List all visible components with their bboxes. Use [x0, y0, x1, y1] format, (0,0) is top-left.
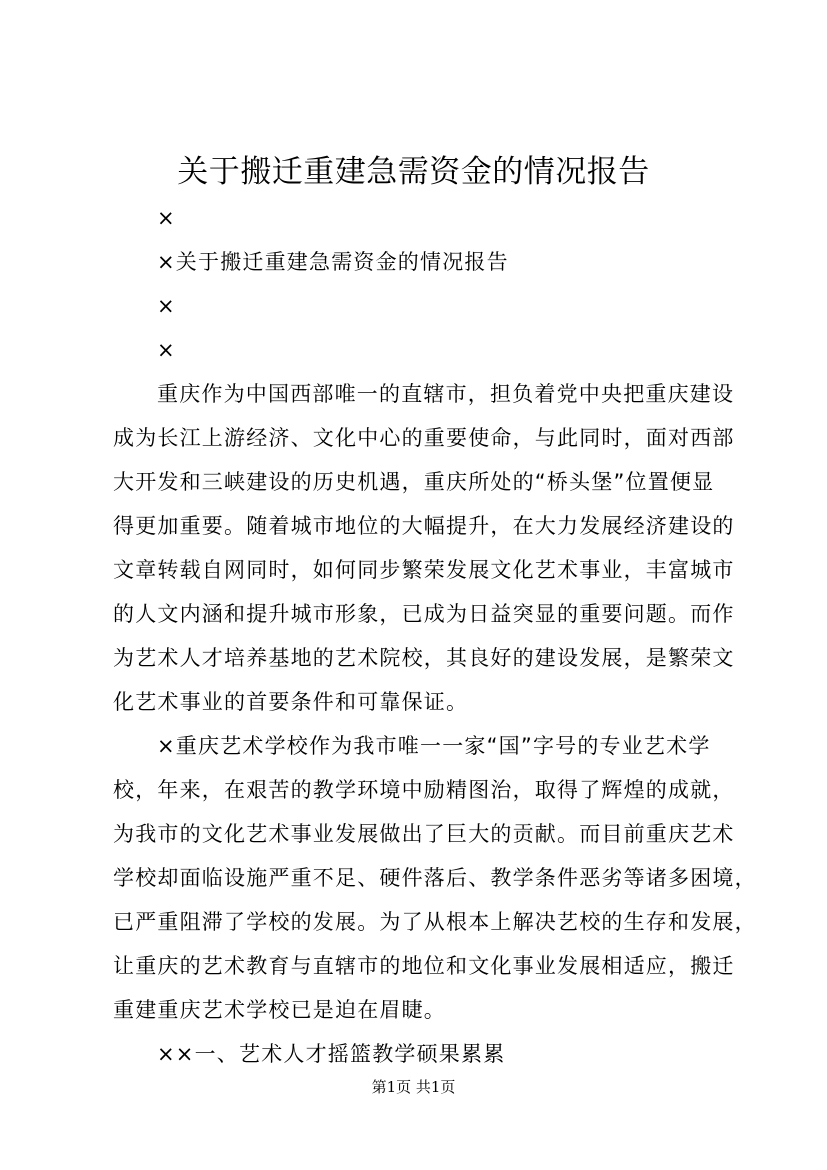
text-line: 得更加重要。随着城市地位的大幅提升，在大力发展经济建设的 — [113, 514, 735, 538]
text-line: 文章转载自网同时，如何同步繁荣发展文化艺术事业，丰富城市 — [113, 558, 735, 582]
header-line: ×关于搬迁重建急需资金的情况报告 — [157, 250, 509, 274]
document-body — [113, 196, 757, 1076]
text-line: 为艺术人才培养基地的艺术院校，其良好的建设发展，是繁荣文 — [113, 646, 735, 670]
section-heading: ××一、艺术人才摇篮教学硕果累累 — [157, 1042, 506, 1066]
text-line: 让重庆的艺术教育与直辖市的地位和文化事业发展相适应，搬迁 — [113, 954, 735, 978]
text-line: 校，年来，在艰苦的教学环境中励精图治，取得了辉煌的成就， — [113, 778, 735, 802]
text-line: 为我市的文化艺术事业发展做出了巨大的贡献。而目前重庆艺术 — [113, 822, 735, 846]
text-line: 的人文内涵和提升城市形象，已成为日益突显的重要问题。而作 — [113, 602, 735, 626]
text-line: 重庆作为中国西部唯一的直辖市，担负着党中央把重庆建设 — [157, 382, 735, 406]
text-line: 重建重庆艺术学校已是迫在眉睫。 — [113, 998, 446, 1022]
header-line: × — [157, 338, 176, 362]
header-line: × — [157, 294, 176, 318]
page-footer: 第1页 共1页 — [371, 1078, 456, 1096]
header-line: × — [157, 206, 176, 230]
text-line: 成为长江上游经济、文化中心的重要使命，与此同时，面对西部 — [113, 426, 735, 450]
paragraph-1 — [113, 372, 733, 724]
text-line: ×重庆艺术学校作为我市唯一一家“国”字号的专业艺术学 — [157, 734, 711, 758]
text-line: 化艺术事业的首要条件和可靠保证。 — [113, 690, 469, 714]
text-line: 已严重阻滞了学校的发展。为了从根本上解决艺校的生存和发展， — [113, 910, 757, 934]
text-line: 大开发和三峡建设的历史机遇，重庆所处的“桥头堡”位置便显 — [113, 470, 715, 494]
text-line: 学校却面临设施严重不足、硬件落后、教学条件恶劣等诸多困境， — [113, 866, 757, 890]
paragraph-2 — [113, 724, 757, 1032]
document-title: 关于搬迁重建急需资金的情况报告 — [177, 154, 650, 190]
